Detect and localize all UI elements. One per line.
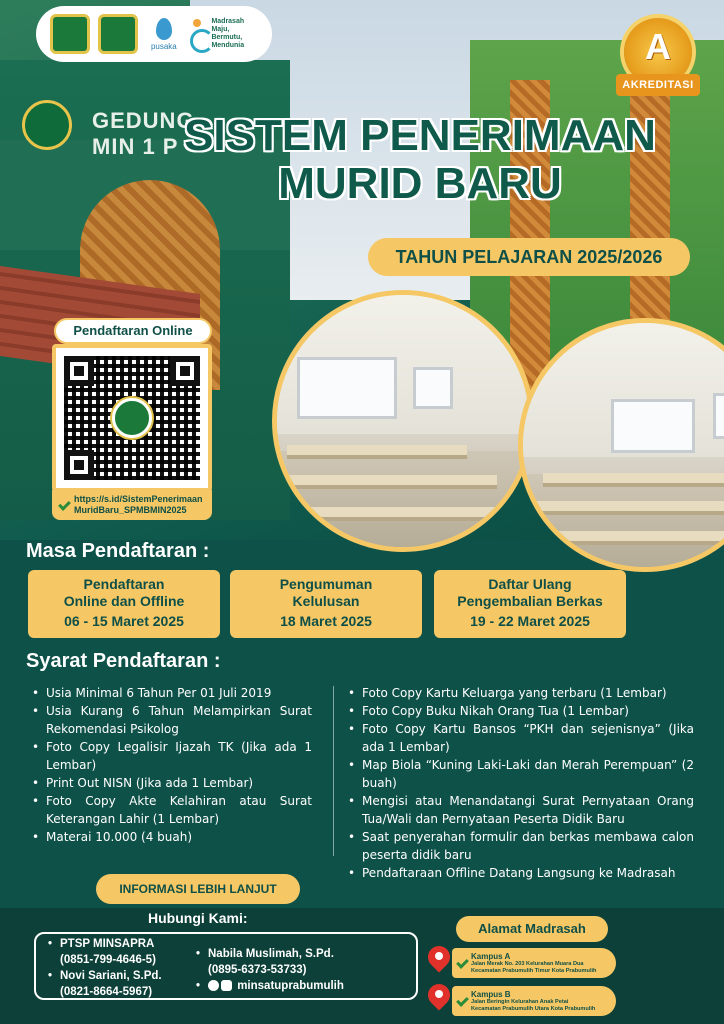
list-item: • Foto Copy Kartu Keluarga yang terbaru (1 Lembar) <box>346 684 694 702</box>
phone-number[interactable]: (0851-799-4646-5) <box>60 954 156 966</box>
drop-icon <box>156 18 172 40</box>
location-pin-icon <box>428 946 450 976</box>
classroom-photo-1 <box>272 290 534 552</box>
badge-label: AKREDITASI <box>616 74 700 96</box>
list-item: • Mengisi atau Menandatangi Surat Pernyataan Orang Tua/Wali dan Pernyataan Peserta Didik Baru <box>346 792 694 828</box>
more-info-button[interactable]: INFORMASI LEBIH LANJUT <box>96 874 300 904</box>
column-divider <box>333 686 334 856</box>
registration-period-title: Masa Pendaftaran : <box>26 540 210 562</box>
period-card-2: Pengumuman Kelulusan 18 Maret 2025 <box>230 570 422 638</box>
list-item: • Materai 10.000 (4 buah) <box>30 828 312 846</box>
figure-icon <box>190 19 208 49</box>
requirements-list-right <box>346 684 694 882</box>
qr-pattern <box>64 356 200 480</box>
contact-item: • Nabila Muslimah, S.Pd. (0895-6373-53733) <box>196 946 416 978</box>
period-card-1: Pendaftaran Online dan Offline 06 - 15 Maret 2025 <box>28 570 220 638</box>
online-registration-label: Pendaftaran Online <box>54 318 212 344</box>
contact-item: • PTSP MINSAPRA (0851-799-4646-5) <box>48 936 208 968</box>
instagram-icon <box>221 980 232 991</box>
requirements-list-left <box>30 684 312 846</box>
madrasah-emblem-icon <box>98 14 138 54</box>
badge-grade: A <box>645 26 671 67</box>
list-item: • Foto Copy Akte Kelahiran atau Surat Keterangan Lahir (1 Lembar) <box>30 792 312 828</box>
page-title: SISTEM PENERIMAAN MURID BARU <box>184 111 656 208</box>
list-item: • Pendaftaraan Offline Datang Langsung ke Madrasah <box>346 864 694 882</box>
madrasah-maju-logo <box>190 18 258 50</box>
phone-number[interactable]: (0895-6373-53733) <box>208 964 307 976</box>
academic-year: TAHUN PELAJARAN 2025/2026 <box>368 238 690 276</box>
check-icon <box>456 995 468 1007</box>
building-emblem-icon <box>22 100 72 150</box>
social-handle[interactable]: • minsatuprabumulih <box>196 978 416 994</box>
registration-link[interactable] <box>52 490 212 520</box>
address-title: Alamat Madrasah <box>456 916 608 942</box>
contact-title: Hubungi Kami: <box>148 910 248 926</box>
contact-list-2 <box>196 946 416 994</box>
registration-url: https://s.id/SistemPenerimaanMuridBaru_SPMBMIN2025 <box>74 494 203 515</box>
list-item: • Print Out NISN (Jika ada 1 Lembar) <box>30 774 312 792</box>
list-item: • Foto Copy Buku Nikah Orang Tua (1 Lembar) <box>346 702 694 720</box>
requirements-title: Syarat Pendaftaran : <box>26 650 221 672</box>
pusaka-text: pusaka <box>150 41 177 51</box>
campus-a: Kampus A Jalan Merak No. 203 Kelurahan Muara Dua Kecamatan Prabumulih Timur Kota Prabumulih <box>452 948 616 978</box>
list-item: • Map Biola “Kuning Laki-Laki dan Merah Perempuan” (2 buah) <box>346 756 694 792</box>
facebook-icon <box>208 980 219 991</box>
kemenag-emblem-icon <box>50 14 90 54</box>
campus-b: Kampus B Jalan Beringin Kelurahan Anak Petai Kecamatan Prabumulih Utara Kota Prabumulih <box>452 986 616 1016</box>
list-item: • Usia Minimal 6 Tahun Per 01 Juli 2019 <box>30 684 312 702</box>
qr-emblem-icon <box>112 398 152 438</box>
contact-list <box>48 936 208 1000</box>
period-card-3: Daftar Ulang Pengembalian Berkas 19 - 22 Maret 2025 <box>434 570 626 638</box>
list-item: • Foto Copy Legalisir Ijazah TK (Jika ada 1 Lembar) <box>30 738 312 774</box>
classroom-photo-2 <box>518 318 724 572</box>
list-item: • Saat penyerahan formulir dan berkas membawa calon peserta didik baru <box>346 828 694 864</box>
logo-tagline: Madrasah Maju, Bermutu, Mendunia <box>211 18 245 49</box>
check-icon <box>456 957 468 969</box>
registration-qr-code[interactable] <box>52 344 212 492</box>
building-sign: GEDUNG MIN 1 P <box>92 108 195 159</box>
accreditation-badge <box>616 18 700 102</box>
logo-bar <box>36 6 272 62</box>
list-item: • Usia Kurang 6 Tahun Melampirkan Surat Rekomendasi Psikolog <box>30 702 312 738</box>
contact-item: • Novi Sariani, S.Pd. (0821-8664-5967) <box>48 968 208 1000</box>
phone-number[interactable]: (0821-8664-5967) <box>60 986 153 998</box>
check-icon <box>58 499 70 511</box>
location-pin-icon <box>428 984 450 1014</box>
list-item: • Foto Copy Kartu Bansos “PKH dan sejenisnya” (Jika ada 1 Lembar) <box>346 720 694 756</box>
pusaka-logo <box>146 18 182 51</box>
